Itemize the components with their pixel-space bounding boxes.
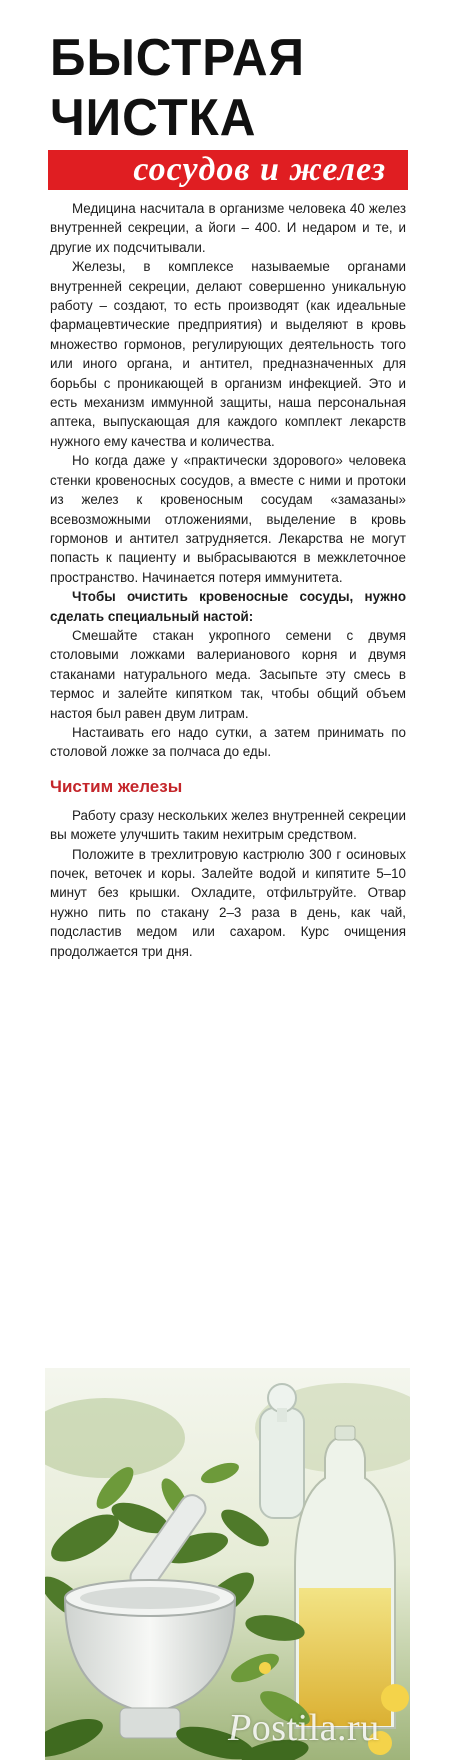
title-banner bbox=[48, 150, 408, 190]
paragraph: Работу сразу нескольких желез внутренней секреции вы можете улучшить таким нехитрым средством. bbox=[50, 807, 406, 843]
paragraph: Положите в трехлитровую кастрюлю 300 г осиновых почек, веточек и коры. Залейте водой и кипятите 5–10 минут без крышки. Охладите, отфильтруйте. Отвар нужно пить по стакану 2–3 раза в день, как чай, подсластив медом или сахаром. Курс очищения продолжается три дня. bbox=[50, 846, 406, 959]
recipe-paragraph: Смешайте стакан укропного семени с двумя столовыми ложками валерианового корня и двумя стаканами натурального меда. Засыпьте эту смесь в термос и залейте кипятком так, чтобы общий объем настоя был равен двум литрам. bbox=[50, 627, 406, 721]
paragraph: Железы, в комплексе называемые органами внутренней секреции, делают совершенно уникальную работу – создают, то есть производят (как идеальные фармацевтические предприятия) и выделяют в кровь множество гормонов, регулирующих деятельность того или иного органа, и антител, предназначенных для борьбы с проникающей в организм инфекцией. Это и есть механизм иммунной защиты, наша персональная аптека, выпускающая для каждого комплект лекарств нужного ему качества и количества. bbox=[50, 259, 406, 449]
banner-subtitle: сосудов и желез bbox=[133, 151, 386, 188]
article-title-line1: БЫСТРАЯ bbox=[50, 29, 305, 87]
paragraph: Медицина насчитала в организме человека 40 желез внутренней секреции, а йоги – 400. И недаром и те, и другие их подсчитывали. bbox=[50, 201, 406, 255]
bold-instruction: Чтобы очистить кровеносные сосуды, нужно сделать специальный настой: bbox=[50, 589, 406, 624]
section-subheading: Чистим железы bbox=[50, 776, 183, 796]
herbs-mortar-photo bbox=[45, 1368, 410, 1760]
paragraph: Но когда даже у «практически здорового» человека стенки кровеносных сосудов, а вместе с ними и протоки из желез к кровеносным сосудам «замазаны» всевозможными отложениями, выделение в кровь гормонов и антител затрудняется. Лекарства не могут попасть к пациенту и выбрасываются в межклеточное пространство. Начинается потеря иммунитета. bbox=[50, 453, 406, 585]
article-title-line2: ЧИСТКА bbox=[50, 89, 257, 147]
recipe-paragraph: Настаивать его надо сутки, а затем принимать по столовой ложке за полчаса до еды. bbox=[50, 724, 406, 760]
postila-watermark: Postila.ru bbox=[228, 1707, 380, 1749]
article-body bbox=[50, 199, 406, 961]
